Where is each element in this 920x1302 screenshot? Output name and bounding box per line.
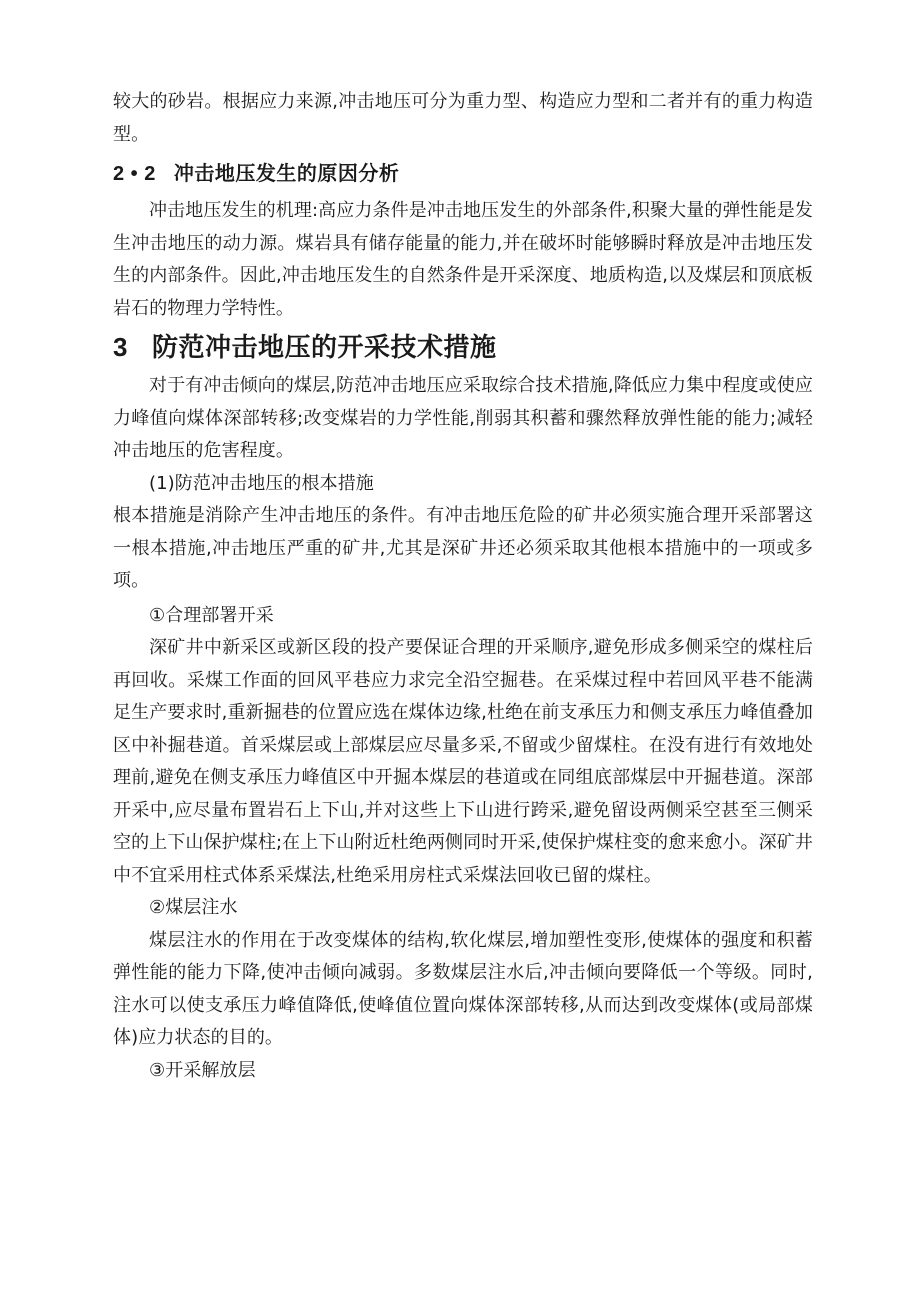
sub-item-2-title: ②煤层注水	[149, 897, 238, 918]
paragraph-root-measures: 根本措施是消除产生冲击地压的条件。有冲击地压危险的矿井必须实施合理开采部署这一根本措施,冲击地压严重的矿井,尤其是深矿井还必须采取其他根本措施中的一项或多项。	[113, 505, 813, 591]
paragraph-sub-item-2: 煤层注水的作用在于改变煤体的结构,软化煤层,增加塑性变形,使煤体的强度和积蓄弹性能的能力下降,使冲击倾向减弱。多数煤层注水后,冲击倾向要降低一个等级。同时,注水可以使支承压力峰值降低,使峰值位置向煤体深部转移,从而达到改变煤体(或局部煤体)应力状态的目的。	[113, 929, 813, 1048]
section-heading-2-2	[113, 158, 813, 189]
sub-item-3-title: ③开采解放层	[149, 1059, 256, 1081]
section-title: 防范冲击地压的开采技术措施	[151, 333, 497, 363]
section-heading-3	[113, 329, 813, 366]
section-title: 冲击地压发生的原因分析	[173, 161, 400, 185]
item-1-title: (1)防范冲击地压的根本措施	[149, 472, 374, 494]
paragraph-mechanism: 冲击地压发生的机理:高应力条件是冲击地压发生的外部条件,积聚大量的弹性能是发生冲击地压的动力源。煤岩具有储存能量的能力,并在破坏时能够瞬时释放是冲击地压发生的内部条件。因此,冲击地压发生的自然条件是开采深度、地质构造,以及煤层和顶底板岩石的物理力学特性。	[113, 200, 813, 319]
section-number: 3	[113, 332, 128, 362]
paragraph-measures-intro: 对于有冲击倾向的煤层,防范冲击地压应采取综合技术措施,降低应力集中程度或使应力峰值向煤体深部转移;改变煤岩的力学性能,削弱其积蓄和骤然释放弹性能的能力;减轻冲击地压的危害程度。	[113, 375, 813, 461]
section-number: 2 • 2	[113, 163, 156, 185]
sub-item-1-title: ①合理部署开采	[149, 604, 274, 626]
document-body	[113, 86, 813, 1087]
paragraph-intro: 较大的砂岩。根据应力来源,冲击地压可分为重力型、构造应力型和二者并有的重力构造型。	[113, 91, 813, 145]
paragraph-sub-item-1: 深矿井中新采区或新区段的投产要保证合理的开采顺序,避免形成多侧采空的煤柱后再回收。采煤工作面的回风平巷应力求完全沿空掘巷。在采煤过程中若回风平巷不能满足生产要求时,重新掘巷的位置应选在煤体边缘,杜绝在前支承压力和侧支承压力峰值叠加区中补掘巷道。首采煤层或上部煤层应尽量多采,不留或少留煤柱。在没有进行有效地处理前,避免在侧支承压力峰值区中开掘本煤层的巷道或在同组底部煤层中开掘巷道。深部开采中,应尽量布置岩石上下山,并对这些上下山进行跨采,避免留设两侧采空甚至三侧采空的上下山保护煤柱;在上下山附近杜绝两侧同时开采,使保护煤柱变的愈来愈小。深矿井中不宜采用柱式体系采煤法,杜绝采用房柱式采煤法回收已留的煤柱。	[113, 637, 813, 886]
